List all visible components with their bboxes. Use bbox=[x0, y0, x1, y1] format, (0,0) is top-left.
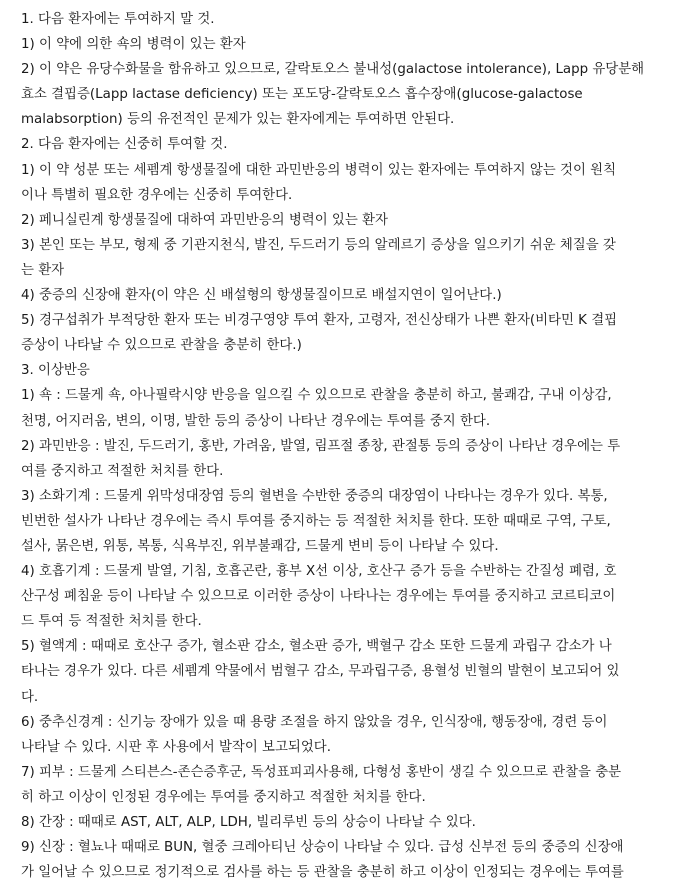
text-line: 8) 간장 : 때때로 AST, ALT, ALP, LDH, 빌리루빈 등의 상승이 나타날 수 있다. bbox=[21, 815, 476, 830]
text-line: 는 환자 bbox=[21, 262, 65, 278]
text-line: 7) 피부 : 드물게 스티븐스-존슨증후군, 독성표피괴사용해, 다형성 홍반이 생길 수 있으므로 관찰을 충분 bbox=[21, 764, 622, 780]
text-line: 3) 본인 또는 부모, 형제 중 기관지천식, 발진, 두드러기 등의 알레르기 증상을 일으키기 쉬운 체질을 갖 bbox=[21, 237, 616, 253]
text-line: 2) 페니실린계 항생물질에 대하여 과민반응의 병력이 있는 환자 bbox=[21, 212, 388, 228]
text-line: 가 일어날 수 있으므로 정기적으로 검사를 하는 등 관찰을 충분히 하고 이상이 인정되는 경우에는 투여를 bbox=[21, 865, 624, 881]
text-line: 여를 중지하고 적절한 처치를 한다. bbox=[21, 463, 224, 479]
text-line: 6) 중추신경계 : 신기능 장애가 있을 때 용량 조절을 하지 않았을 경우, 인식장애, 행동장애, 경련 등이 bbox=[21, 714, 608, 730]
text-line: 효소 결핍증(Lapp lactase deficiency) 또는 포도당-갈락토오스 흡수장애(glucose-galactose bbox=[21, 87, 583, 103]
text-line: 2. 다음 환자에는 신중히 투여할 것. bbox=[21, 137, 228, 153]
text-line: 이나 특별히 필요한 경우에는 신중히 투여한다. bbox=[21, 187, 293, 203]
text-line: 5) 경구섭취가 부적당한 환자 또는 비경구영양 투여 환자, 고령자, 전신상태가 나쁜 환자(비타민 K 결핍 bbox=[21, 313, 618, 329]
text-line: 1) 쇽 : 드물게 쇽, 아나필락시양 반응을 일으킬 수 있으므로 관찰을 충분히 하고, 불쾌감, 구내 이상감, bbox=[21, 388, 612, 404]
text-line: 1) 이 약 성분 또는 세펨계 항생물질에 대한 과민반응의 병력이 있는 환자에는 투여하지 않는 것이 원칙 bbox=[21, 162, 617, 178]
text-line: 5) 혈액계 : 때때로 호산구 증가, 혈소판 감소, 혈소판 증가, 백혈구 감소 또한 드물게 과립구 감소가 나 bbox=[21, 639, 612, 655]
text-line: 3) 소화기계 : 드물게 위막성대장염 등의 혈변을 수반한 중증의 대장염이 나타나는 경우가 있다. 복통, bbox=[21, 488, 608, 504]
text-line: 설사, 묽은변, 위통, 복통, 식욕부진, 위부불쾌감, 드물게 변비 등이 나타날 수 있다. bbox=[21, 538, 499, 554]
text-line: 1. 다음 환자에는 투여하지 말 것. bbox=[21, 12, 215, 27]
text-line: 1) 이 약에 의한 쇽의 병력이 있는 환자 bbox=[21, 37, 246, 53]
text-line: malabsorption) 등의 유전적인 문제가 있는 환자에게는 투여하면 안된다. bbox=[21, 112, 455, 128]
text-line: 빈번한 설사가 나타난 경우에는 즉시 투여를 중지하는 등 적절한 처치를 한다. 또한 때때로 구역, 구토, bbox=[21, 513, 611, 529]
text-line: 증상이 나타날 수 있으므로 관찰을 충분히 한다.) bbox=[21, 338, 302, 354]
text-line: 나타날 수 있다. 시판 후 사용에서 발작이 보고되었다. bbox=[21, 739, 331, 755]
text-line: 2) 이 약은 유당수화물을 함유하고 있으므로, 갈락토오스 불내성(galactose intolerance), Lapp 유당분해 bbox=[21, 62, 645, 78]
text-line: 4) 중증의 신장애 환자(이 약은 신 배설형의 항생물질이므로 배설지연이 일어난다.) bbox=[21, 288, 502, 304]
text-line: 천명, 어지러움, 변의, 이명, 발한 등의 증상이 나타난 경우에는 투여를 중지 한다. bbox=[21, 413, 491, 429]
text-line: 히 하고 이상이 인정된 경우에는 투여를 중지하고 적절한 처치를 한다. bbox=[21, 789, 426, 805]
text-line: 다. bbox=[21, 689, 39, 705]
text-line: 4) 호흡기계 : 드물게 발열, 기침, 호흡곤란, 흉부 X선 이상, 호산구 증가 등을 수반하는 간질성 폐렴, 호 bbox=[21, 564, 617, 580]
text-line: 드 투여 등 적절한 처치를 한다. bbox=[21, 614, 202, 630]
text-line: 9) 신장 : 혈뇨나 때때로 BUN, 혈중 크레아티닌 상승이 나타날 수 있다. 급성 신부전 등의 중증의 신장애 bbox=[21, 840, 624, 856]
text-line: 2) 과민반응 : 발진, 두드러기, 홍반, 가려움, 발열, 림프절 종창, 관절통 등의 증상이 나타난 경우에는 투 bbox=[21, 438, 621, 454]
text-line: 3. 이상반응 bbox=[21, 363, 90, 379]
drug-precautions-document bbox=[21, 7, 687, 885]
text-line: 산구성 폐침윤 등이 나타날 수 있으므로 이러한 증상이 나타나는 경우에는 투여를 중지하고 코르티코이 bbox=[21, 589, 616, 605]
text-line: 타나는 경우가 있다. 다른 세펨계 약물에서 범혈구 감소, 무과립구증, 용혈성 빈혈의 발현이 보고되어 있 bbox=[21, 664, 620, 680]
